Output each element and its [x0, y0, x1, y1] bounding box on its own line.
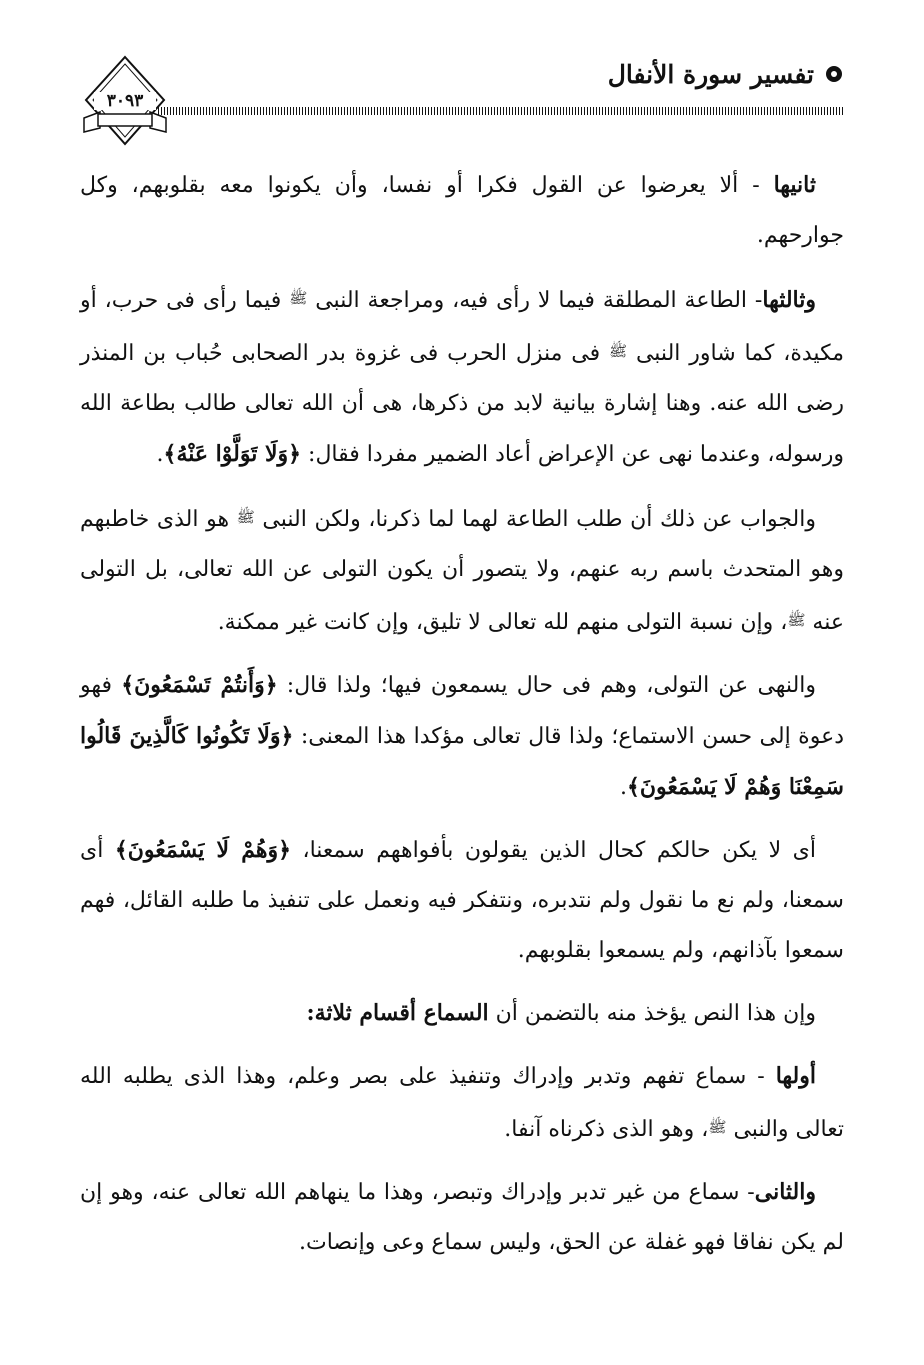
paragraph-lead: والثانى — [754, 1179, 816, 1205]
paragraph — [80, 160, 844, 261]
paragraph — [80, 273, 844, 480]
text-segment: وإن هذا النص يؤخذ منه بالتضمن أن — [488, 1001, 816, 1026]
paragraph-lead: ثانيها — [773, 172, 816, 198]
body-text — [80, 160, 844, 1280]
quran-quote: السماع أقسام ثلاثة: — [306, 1000, 489, 1026]
text-segment: أى سمعنا، ولم نع ما نقول ولم نتدبره، ونتفكر فيه ونعمل على تنفيذ ما طلبه القائل، فهم سمعوا بآذانهم، ولم يسمعوا بقلوبهم. — [80, 838, 844, 963]
page-header — [80, 52, 844, 152]
salutation-glyph: ﷺ — [787, 611, 806, 629]
text-segment: . — [620, 775, 627, 800]
salutation-glyph: ﷺ — [608, 342, 628, 360]
header-rule — [158, 107, 844, 115]
running-title: تفسير سورة الأنفال — [607, 60, 814, 89]
text-segment: - الطاعة المطلقة فيما لا رأى فيه، ومراجعة النبى — [307, 288, 763, 313]
text-segment: فهو دعوة إلى حسن الاستماع؛ ولذا قال تعالى مؤكدا هذا المعنى: — [80, 673, 844, 749]
salutation-glyph: ﷺ — [289, 289, 308, 307]
text-segment: هو الذى خاطبهم وهو المتحدث باسم ربه عنهم، ولا يتصور أن يكون التولى عن الله تعالى، بل التولى عنه — [80, 507, 844, 635]
paragraph — [80, 988, 844, 1039]
text-segment: - سماع تفهم وتدبر وإدراك وتنفيذ على بصر وعلم، وهذا الذى يطلبه الله تعالى والنبى — [80, 1064, 844, 1142]
paragraph — [80, 825, 844, 976]
paragraph — [80, 1167, 844, 1268]
quran-quote: ﴿وَهُمْ لَا يَسْمَعُونَ﴾ — [114, 837, 291, 863]
text-segment: فى منزل الحرب فى غزوة بدر الصحابى حُباب بن المنذر رضى الله عنه. وهنا إشارة بيانية لابد من ذكرها، هى أن الله تعالى طالب بطاعة الله ورسوله، وعندما نهى عن الإعراض أعاد الضمير مفردا فقال: — [80, 341, 844, 467]
text-segment: أى لا يكن حالكم كحال الذين يقولون بأفواههم سمعنا، — [290, 838, 817, 863]
text-segment: والجواب عن ذلك أن طلب الطاعة لهما لما ذكرنا، ولكن النبى — [254, 507, 816, 532]
paragraph — [80, 1051, 844, 1155]
quran-quote: ﴿وَلَا تَكُونُوا كَالَّذِينَ قَالُوا سَمِعْنَا وَهُمْ لَا يَسْمَعُونَ﴾ — [80, 723, 844, 800]
quran-quote: ﴿وَأَنتُمْ تَسْمَعُونَ﴾ — [121, 672, 278, 698]
salutation-glyph: ﷺ — [708, 1118, 727, 1136]
text-segment: فيما رأى فى حرب، أو مكيدة، كما شاور النبى — [80, 288, 845, 366]
page-number: ٣٠٩٣ — [94, 92, 156, 110]
paragraph — [80, 660, 844, 813]
paragraph-lead: أولها — [775, 1063, 816, 1089]
salutation-glyph: ﷺ — [236, 508, 255, 526]
page-number-badge — [80, 52, 170, 152]
paragraph-lead: وثالثها — [762, 287, 817, 313]
quran-quote: ﴿وَلَا تَوَلَّوْا عَنْهُ﴾ — [163, 441, 302, 467]
ornament-icon — [824, 64, 844, 84]
text-segment: ، وإن نسبة التولى منهم لله تعالى لا تليق، وإن كانت غير ممكنة. — [217, 610, 788, 635]
text-segment: - ألا يعرضوا عن القول فكرا أو نفسا، وأن يكونوا معه بقلوبهم، وكل جوارحهم. — [80, 173, 844, 248]
paragraph — [80, 492, 844, 648]
text-segment: . — [156, 442, 164, 467]
text-segment: - سماع من غير تدبر وإدراك وتبصر، وهذا ما ينهاهم الله تعالى عنه، وهو إن لم يكن نفاقا فهو غفلة عن الحق، وليس سماع وعى وإنصات. — [80, 1180, 844, 1255]
text-segment: ، وهو الذى ذكرناه آنفا. — [504, 1117, 709, 1142]
text-segment: والنهى عن التولى، وهم فى حال يسمعون فيها؛ ولذا قال: — [277, 673, 817, 698]
